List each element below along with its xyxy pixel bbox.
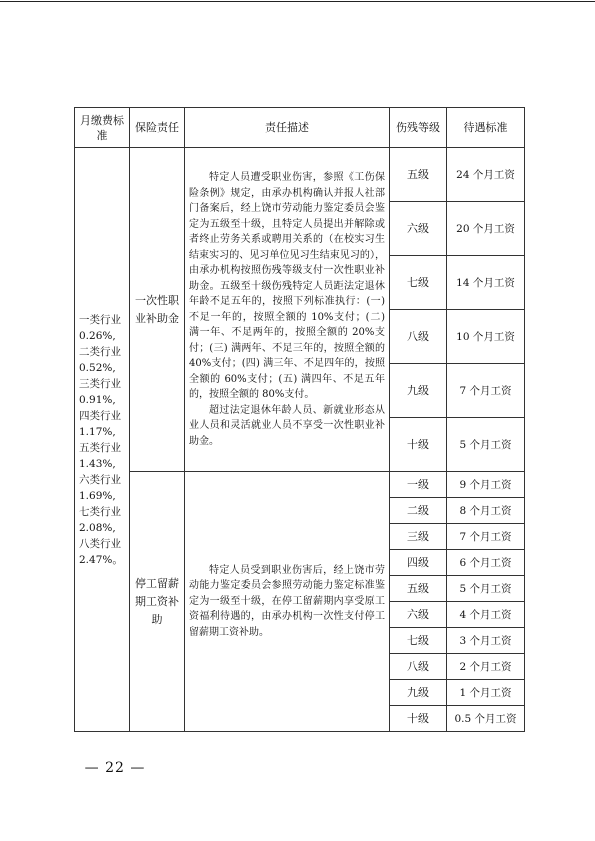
grade-cell: 五级 bbox=[390, 148, 447, 202]
standard-cell: 20 个月工资 bbox=[447, 202, 525, 256]
grade-cell: 八级 bbox=[390, 310, 447, 364]
table-row bbox=[75, 472, 525, 498]
standard-cell: 14 个月工资 bbox=[447, 256, 525, 310]
grade-cell: 九级 bbox=[390, 364, 447, 418]
grade-cell: 二级 bbox=[390, 498, 447, 524]
fee-line: 三类行业 bbox=[79, 377, 121, 390]
standard-cell: 3 个月工资 bbox=[447, 628, 525, 654]
top-rule bbox=[0, 1, 595, 2]
fee-line: 六类行业 bbox=[79, 473, 121, 486]
standard-cell: 7 个月工资 bbox=[447, 364, 525, 418]
responsibility-cell: 一次性职业补助金 bbox=[130, 148, 185, 472]
fee-line: 四类行业 bbox=[79, 409, 121, 422]
fee-line: 五类行业 bbox=[79, 441, 121, 454]
standard-cell: 4 个月工资 bbox=[447, 602, 525, 628]
standard-cell: 5 个月工资 bbox=[447, 418, 525, 472]
table-row bbox=[75, 148, 525, 202]
fee-line: 七类行业 bbox=[79, 505, 121, 518]
grade-cell: 六级 bbox=[390, 202, 447, 256]
description-cell bbox=[185, 148, 390, 472]
grade-cell: 一级 bbox=[390, 472, 447, 498]
grade-cell: 八级 bbox=[390, 654, 447, 680]
standard-cell: 7 个月工资 bbox=[447, 524, 525, 550]
grade-cell: 十级 bbox=[390, 418, 447, 472]
standard-cell: 1 个月工资 bbox=[447, 680, 525, 706]
fee-line: 一类行业 bbox=[79, 313, 121, 326]
description-cell bbox=[185, 472, 390, 732]
standard-cell: 2 个月工资 bbox=[447, 654, 525, 680]
table-header-row bbox=[75, 108, 525, 148]
fee-line: 0.52%, bbox=[79, 361, 116, 374]
grade-cell: 七级 bbox=[390, 256, 447, 310]
fee-line: 1.17%, bbox=[79, 425, 116, 438]
standard-cell: 0.5 个月工资 bbox=[447, 706, 525, 732]
header-description: 责任描述 bbox=[185, 108, 390, 148]
standard-cell: 10 个月工资 bbox=[447, 310, 525, 364]
standard-cell: 5 个月工资 bbox=[447, 576, 525, 602]
standard-cell: 8 个月工资 bbox=[447, 498, 525, 524]
header-grade: 伤残等级 bbox=[390, 108, 447, 148]
grade-cell: 十级 bbox=[390, 706, 447, 732]
header-standard: 待遇标准 bbox=[447, 108, 525, 148]
header-responsibility: 保险责任 bbox=[130, 108, 185, 148]
fee-line: 0.91%, bbox=[79, 393, 116, 406]
fee-line: 0.26%, bbox=[79, 329, 116, 342]
grade-cell: 九级 bbox=[390, 680, 447, 706]
fee-line: 八类行业 bbox=[79, 537, 121, 550]
description-paragraph: 特定人员受到职业伤害后，经上饶市劳动能力鉴定委员会参照劳动能力鉴定标准鉴定为一级至十级，在停工留薪期内享受原工资福利待遇的，由承办机构一次性支付停工留薪期工资补助。 bbox=[189, 564, 385, 638]
grade-cell: 三级 bbox=[390, 524, 447, 550]
grade-cell: 七级 bbox=[390, 628, 447, 654]
description-paragraph: 超过法定退休年龄人员、新就业形态从业人员和灵活就业人员不享受一次性职业补助金。 bbox=[189, 404, 385, 447]
standard-cell: 6 个月工资 bbox=[447, 550, 525, 576]
fee-line: 2.08%, bbox=[79, 521, 116, 534]
fee-standard-cell bbox=[75, 148, 130, 732]
responsibility-cell: 停工留薪期工资补助 bbox=[130, 472, 185, 732]
fee-line: 1.69%, bbox=[79, 489, 116, 502]
fee-line: 2.47%。 bbox=[79, 553, 123, 566]
standard-cell: 9 个月工资 bbox=[447, 472, 525, 498]
description-paragraph: 特定人员遭受职业伤害，参照《工伤保险条例》规定，由承办机构确认并报人社部门备案后，经上饶市劳动能力鉴定委员会鉴定为五级至十级，且特定人员提出并解除或者终止劳务关系或聘用关系的（在校实习生结束实习的、见习单位见习生结束见习的），由承办机构按照伤残等级支付一次性职业补助金。五级至十级伤残特定人员距法定退休年龄不足五年的，按照下列标准执行：(一) 不足一年的，按照全额的 10%支付；(二) 满一年、不足两年的，按照全额的 20%支付；(三) 满两年、不足三年的，按照全额的 40%支付；(四) 满三年、不足四年的，按照全额的 60%支付；(五) 满四年、不足五年的，按照全额的 80%支付。 bbox=[189, 172, 385, 400]
benefit-table bbox=[74, 107, 525, 732]
fee-line: 1.43%, bbox=[79, 457, 116, 470]
grade-cell: 六级 bbox=[390, 602, 447, 628]
page-number: — 22 — bbox=[84, 760, 146, 776]
header-fee: 月缴费标准 bbox=[75, 108, 130, 148]
grade-cell: 五级 bbox=[390, 576, 447, 602]
standard-cell: 24 个月工资 bbox=[447, 148, 525, 202]
fee-line: 二类行业 bbox=[79, 345, 121, 358]
grade-cell: 四级 bbox=[390, 550, 447, 576]
